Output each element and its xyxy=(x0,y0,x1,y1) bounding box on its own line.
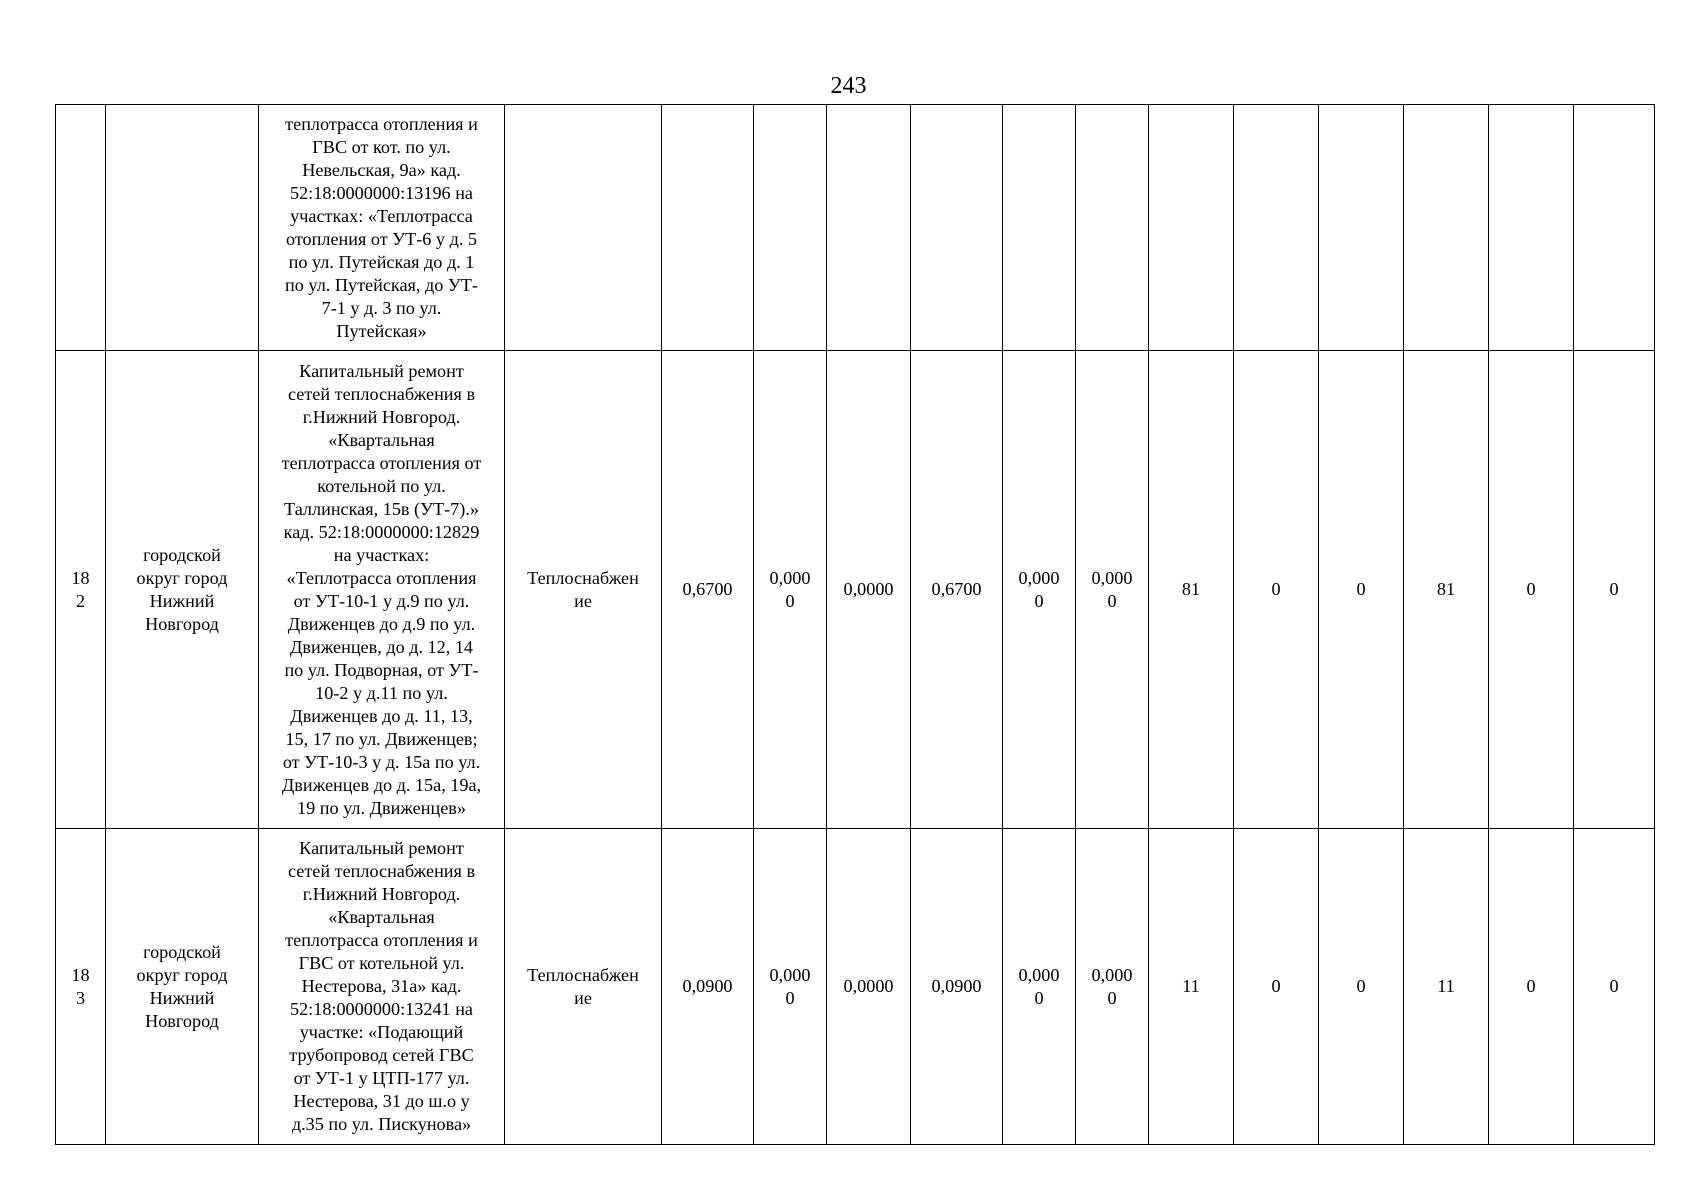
table-row xyxy=(56,351,1655,829)
type-cell xyxy=(505,105,662,351)
value-cell: 0,000 0 xyxy=(1076,829,1149,1145)
value-cell: 11 xyxy=(1404,829,1489,1145)
type-cell: Теплоснабжен ие xyxy=(505,351,662,829)
value-cell: 81 xyxy=(1404,351,1489,829)
value-cell: 0 xyxy=(1234,829,1319,1145)
type-cell: Теплоснабжен ие xyxy=(505,829,662,1145)
value-cell: 0,0900 xyxy=(662,829,754,1145)
description-cell: теплотрасса отопления и ГВС от кот. по ул. Невельская, 9а» кад. 52:18:0000000:13196 на участках: «Теплотрасса отопления от УТ-6 у д. 5 по ул. Путейская до д. 1 по ул. Путейская, до УТ- 7-1 у д. 3 по ул. Путейская» xyxy=(259,105,505,351)
value-cell: 0,000 0 xyxy=(754,829,827,1145)
value-cell: 11 xyxy=(1149,829,1234,1145)
value-cell: 81 xyxy=(1149,351,1234,829)
row-number: 18 2 xyxy=(56,351,106,829)
value-cell xyxy=(1489,105,1574,351)
value-cell: 0 xyxy=(1234,351,1319,829)
value-cell: 0,0000 xyxy=(827,829,911,1145)
value-cell xyxy=(1404,105,1489,351)
value-cell: 0,000 0 xyxy=(1003,351,1076,829)
value-cell xyxy=(1319,105,1404,351)
value-cell: 0 xyxy=(1574,351,1655,829)
value-cell: 0,000 0 xyxy=(1076,351,1149,829)
value-cell: 0,6700 xyxy=(662,351,754,829)
value-cell xyxy=(662,105,754,351)
description-cell: Капитальный ремонт сетей теплоснабжения в г.Нижний Новгород. «Квартальная теплотрасса отопления и ГВС от котельной ул. Нестерова, 31а» кад. 52:18:0000000:13241 на участке: «Подающий трубопровод сетей ГВС от УТ-1 у ЦТП-177 ул. Нестерова, 31 до ш.о у д.35 по ул. Пискунова» xyxy=(259,829,505,1145)
municipality-cell: городской округ город Нижний Новгород xyxy=(106,351,259,829)
value-cell: 0,6700 xyxy=(911,351,1003,829)
table-row xyxy=(56,105,1655,351)
value-cell xyxy=(1234,105,1319,351)
page-number: 243 xyxy=(830,73,867,99)
value-cell: 0,0900 xyxy=(911,829,1003,1145)
value-cell: 0 xyxy=(1489,829,1574,1145)
municipality-cell: городской округ город Нижний Новгород xyxy=(106,829,259,1145)
value-cell: 0 xyxy=(1319,351,1404,829)
value-cell xyxy=(1076,105,1149,351)
value-cell xyxy=(1149,105,1234,351)
value-cell: 0 xyxy=(1574,829,1655,1145)
value-cell: 0 xyxy=(1319,829,1404,1145)
value-cell xyxy=(754,105,827,351)
value-cell: 0,000 0 xyxy=(754,351,827,829)
row-number: 18 3 xyxy=(56,829,106,1145)
value-cell xyxy=(827,105,911,351)
data-table xyxy=(55,104,1655,1145)
value-cell: 0,0000 xyxy=(827,351,911,829)
value-cell xyxy=(1574,105,1655,351)
row-number xyxy=(56,105,106,351)
value-cell xyxy=(1003,105,1076,351)
table-row xyxy=(56,829,1655,1145)
value-cell: 0 xyxy=(1489,351,1574,829)
value-cell xyxy=(911,105,1003,351)
description-cell: Капитальный ремонт сетей теплоснабжения в г.Нижний Новгород. «Квартальная теплотрасса отопления от котельной по ул. Таллинская, 15в (УТ-7).» кад. 52:18:0000000:12829 на участках: «Теплотрасса отопления от УТ-10-1 у д.9 по ул. Движенцев до д.9 по ул. Движенцев, до д. 12, 14 по ул. Подворная, от УТ- 10-2 у д.11 по ул. Движенцев до д. 11, 13, 15, 17 по ул. Движенцев; от УТ-10-3 у д. 15а по ул. Движенцев до д. 15а, 19а, 19 по ул. Движенцев» xyxy=(259,351,505,829)
municipality-cell xyxy=(106,105,259,351)
value-cell: 0,000 0 xyxy=(1003,829,1076,1145)
